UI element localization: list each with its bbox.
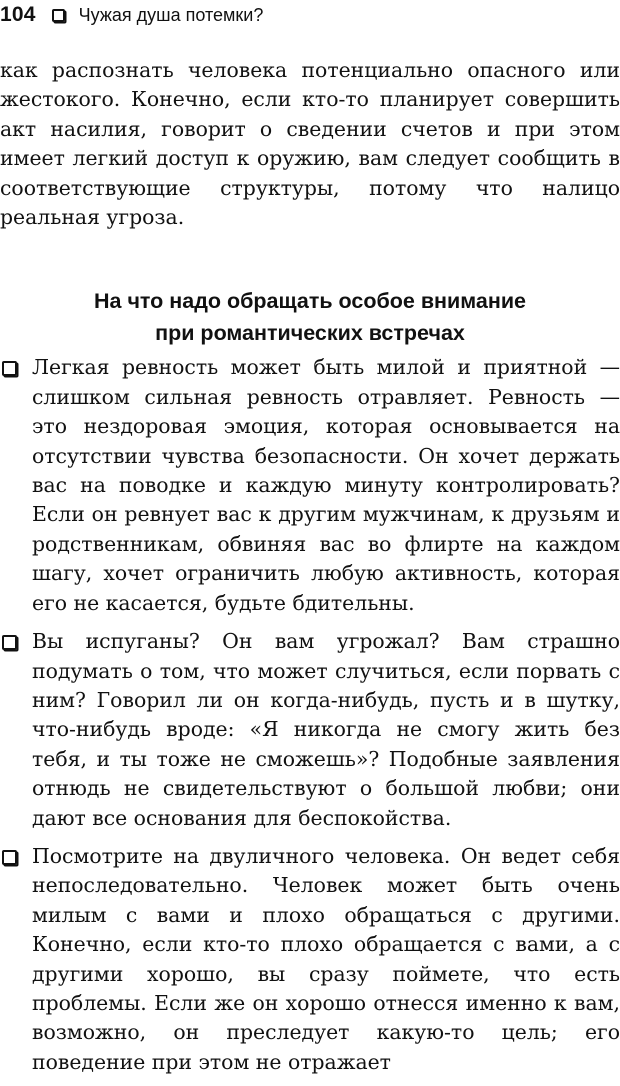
checkbox-icon: [52, 9, 65, 22]
list-item-text: Посмотрите на двуличного человека. Он ведет себя непоследовательно. Человек может быть очень милым с вами и плохо обращаться с другими. Конечно, если кто-то плохо обращается с вами, а с другими хорошо, вы сразу поймете, что есть проблемы. Если же он хорошо отнесся именно к вам, возможно, он преследует какую-то цель; его поведение при этом не отражает: [32, 843, 620, 1074]
section-heading-line-1: На что надо обращать особое внимание: [93, 289, 526, 314]
list-item: [0, 353, 620, 618]
list-item: [0, 627, 620, 833]
section-heading: [0, 285, 620, 349]
list-item-text: Легкая ревность может быть милой и приятной — слишком сильная ревность отравляет. Ревность — это нездоровая эмоция, которая основывается на отсутствии чувства безопасности. Он хочет держать вас на поводке и каждую минуту контролировать? Если он ревнует вас к другим мужчинам, к друзьям и родственникам, обвиняя вас во флирте на каждом шагу, хочет ограничить любую активность, которая его не касается, будьте бдительны.: [32, 355, 620, 615]
page-number: 104: [0, 3, 36, 26]
checkbox-icon: [2, 361, 17, 376]
page-body: [0, 56, 620, 1086]
list-item-text: Вы испуганы? Он вам угрожал? Вам страшно подумать о том, что может случиться, если порвать с ним? Говорил ли он когда-нибудь, пусть и в шутку, что-нибудь вроде: «Я никогда не смогу жить без тебя, и ты тоже не сможешь»? Подобные заявления отнюдь не свидетельствуют о большой любви; они дают все основания для беспокойства.: [32, 629, 620, 830]
intro-paragraph: как распознать человека потенциально опасного или жестокого. Конечно, если кто-то планирует совершить акт насилия, говорит о сведении счетов и при этом имеет легкий доступ к оружию, вам следует сообщить в соответствующие структуры, потому что налицо реальная угроза.: [0, 58, 620, 230]
running-title: Чужая душа потемки?: [78, 4, 264, 25]
checkbox-icon: [2, 635, 17, 650]
section-heading-line-2: при романтических встречах: [155, 321, 465, 346]
list-item: [0, 842, 620, 1077]
page-header: [0, 0, 263, 30]
checkbox-icon: [2, 850, 17, 865]
